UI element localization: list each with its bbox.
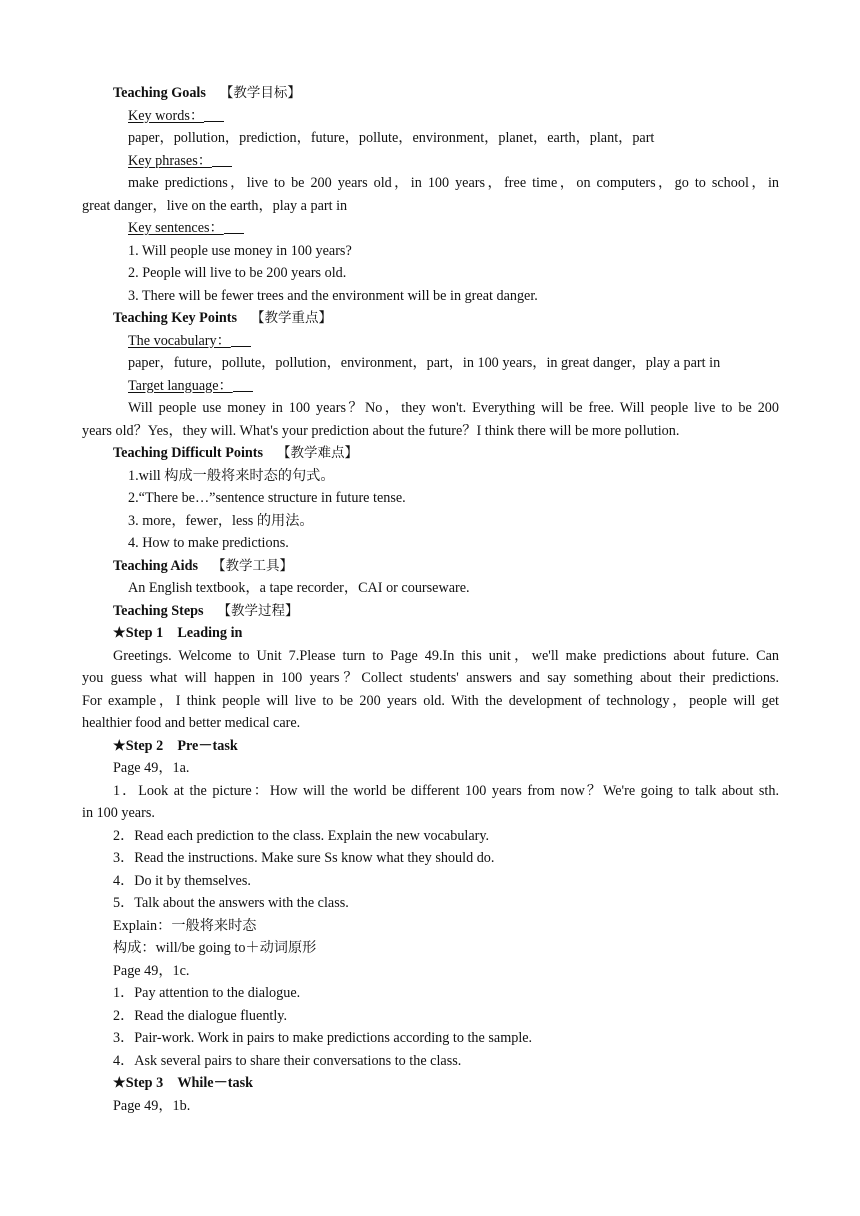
key-phrases-label-line	[82, 150, 779, 173]
step-2-title: ★Step 2 Pre－task	[113, 737, 238, 754]
teaching-aids-text: An English textbook，a tape recorder，CAI or courseware.	[128, 580, 470, 596]
key-sentence: 1. Will people use money in 100 years?	[128, 242, 352, 259]
step-2-item: 2．Read the dialogue fluently.	[113, 1007, 288, 1024]
section-heading-cn: 【教学重点】	[251, 310, 333, 326]
underline-tail	[212, 152, 232, 167]
page-reference: Page 49，1b.	[113, 1097, 191, 1114]
document-body	[82, 82, 779, 1117]
step-2-item: 2．Read each prediction to the class. Explain the new vocabulary.	[113, 827, 490, 844]
section-heading: Teaching Steps	[113, 602, 204, 619]
vocabulary-label: The vocabulary：	[128, 332, 231, 349]
form-note: 构成：will/be going to＋动词原形	[113, 940, 317, 956]
key-words-label: Key words：	[128, 107, 205, 124]
underline-tail	[204, 107, 224, 122]
section-heading-cn: 【教学工具】	[212, 557, 294, 574]
difficult-item: 3. more，fewer，less 的用法。	[128, 512, 314, 529]
step-1-title: ★Step 1 Leading in	[113, 625, 243, 641]
explain-note: Explain：一般将来时态	[113, 917, 257, 934]
key-words-label-line	[82, 105, 779, 128]
step-1-paragraph-line: Greetings. Welcome to Unit 7.Please turn to Page 49.In this unit，we'll make predictions about future. Can	[113, 647, 779, 664]
step-2-item: 3．Pair-work. Work in pairs to make predictions according to the sample.	[113, 1030, 533, 1046]
difficult-item: 1.will 构成一般将来时态的句式。	[128, 467, 335, 484]
step-1-paragraph-line: you guess what will happen in 100 years？Collect students' answers and say something about their predictions.	[82, 670, 779, 686]
section-teaching-steps	[82, 600, 779, 623]
target-language-line-2: years old？Yes，they will. What's your prediction about the future？I think there will be more pollution.	[82, 422, 680, 439]
key-sentences-label-line	[82, 217, 779, 240]
section-heading: Teaching Aids	[113, 557, 199, 574]
difficult-item: 2.“There be…”sentence structure in future tense.	[128, 490, 406, 506]
section-heading: Teaching Difficult Points	[113, 445, 264, 461]
section-heading: Teaching Key Points	[113, 310, 238, 326]
underline-tail	[233, 377, 253, 392]
step-2-item: 5．Talk about the answers with the class.	[113, 895, 349, 911]
underline-tail	[224, 219, 244, 234]
step-3-title: ★Step 3 While－task	[113, 1075, 254, 1091]
step-2-item: 4．Ask several pairs to share their conversations to the class.	[113, 1052, 462, 1069]
target-language-label: Target language：	[128, 377, 233, 394]
section-heading-cn: 【教学目标】	[219, 85, 301, 101]
section-teaching-aids	[82, 555, 779, 578]
key-phrases-line-1: make predictions，live to be 200 years old，in 100 years，free time，on computers，go to school，in	[128, 175, 779, 191]
underline-tail	[231, 332, 251, 347]
key-phrases-line-2: great danger，live on the earth，play a part in	[82, 197, 348, 214]
target-language-label-line	[82, 375, 779, 398]
step-2-item-continued: in 100 years.	[82, 805, 155, 821]
difficult-item: 4. How to make predictions.	[128, 535, 289, 551]
section-difficult-points	[82, 442, 779, 465]
key-sentences-label: Key sentences：	[128, 220, 224, 236]
key-words-text: paper，pollution，prediction，future，pollute，environment，planet，earth，plant，part	[128, 130, 655, 146]
section-teaching-goals	[82, 82, 779, 105]
key-sentence: 2. People will live to be 200 years old.	[128, 265, 347, 281]
vocabulary-text: paper，future，pollute，pollution，environment，part，in 100 years，in great danger，play a part in	[128, 355, 721, 371]
section-heading-cn: 【教学过程】	[217, 602, 299, 619]
step-2-item: 1．Look at the picture：How will the world be different 100 years from now？We're going to talk about sth.	[113, 782, 779, 799]
step-1-paragraph-line: healthier food and better medical care.	[82, 715, 301, 731]
key-sentence: 3. There will be fewer trees and the environment will be in great danger.	[128, 287, 538, 304]
page-reference: Page 49，1c.	[113, 962, 190, 979]
step-2-item: 3．Read the instructions. Make sure Ss know what they should do.	[113, 850, 495, 866]
page-reference: Page 49，1a.	[113, 760, 190, 776]
step-1-paragraph-line: For example，I think people will live to be 200 years old. With the development of technology，people will get	[82, 692, 779, 709]
target-language-line-1: Will people use money in 100 years？No，they won't. Everything will be free. Will people live to be 200	[128, 400, 779, 416]
vocabulary-label-line	[82, 330, 779, 353]
key-phrases-label: Key phrases：	[128, 152, 212, 169]
section-heading: Teaching Goals	[113, 85, 206, 101]
step-2-item: 1．Pay attention to the dialogue.	[113, 985, 301, 1001]
section-heading-cn: 【教学难点】	[277, 445, 359, 461]
step-2-item: 4．Do it by themselves.	[113, 872, 251, 889]
section-key-points	[82, 307, 779, 330]
